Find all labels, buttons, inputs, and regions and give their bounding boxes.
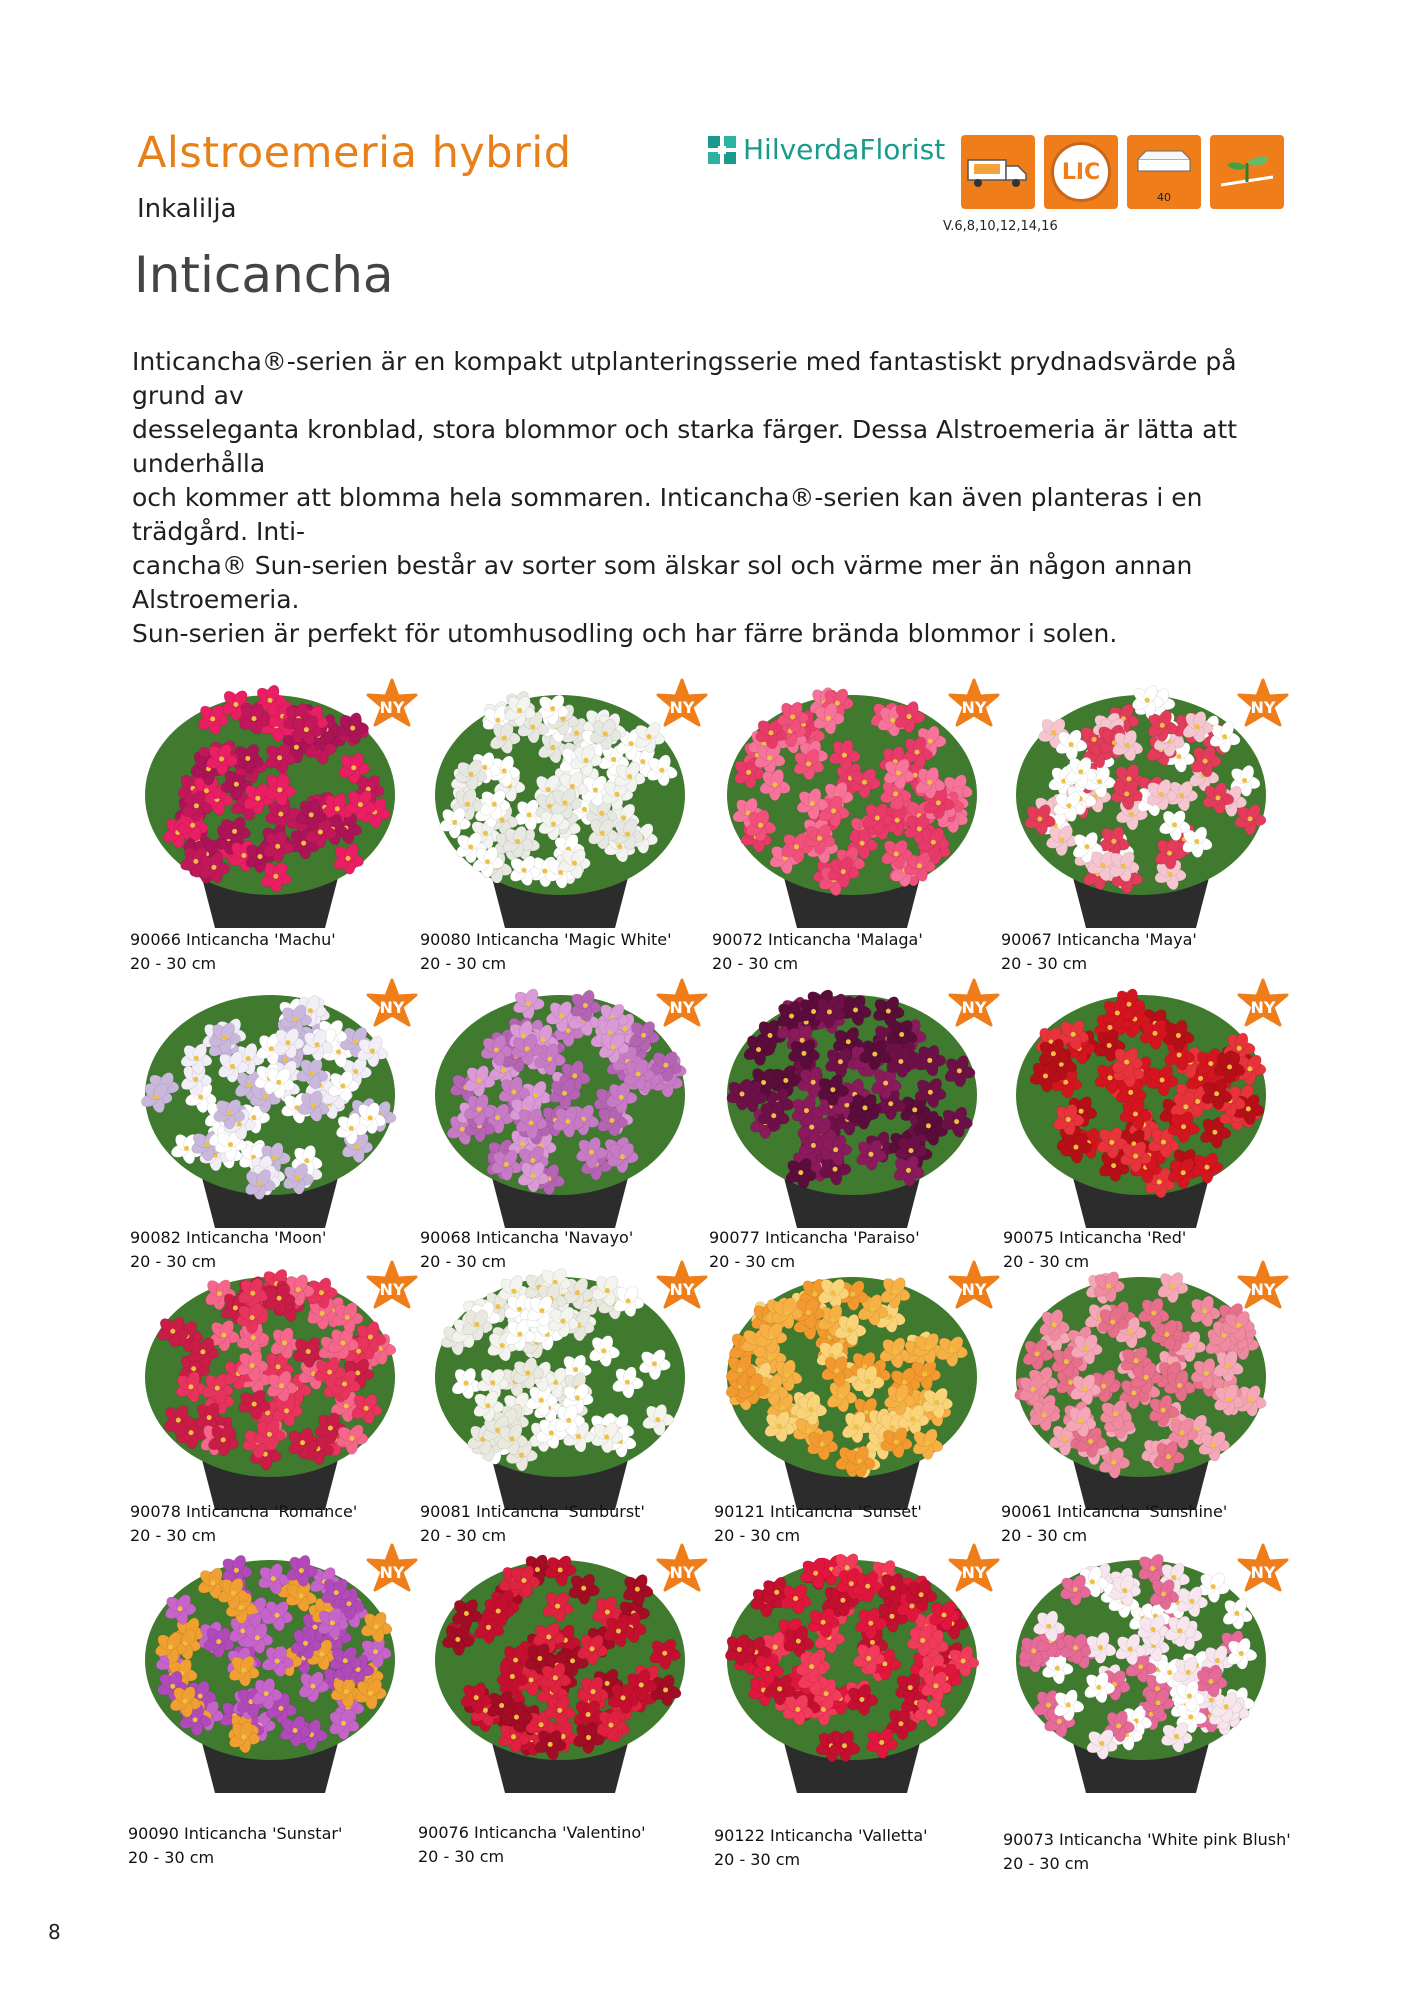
product-name: 90073 Inticancha 'White pink Blush' [1003,1830,1291,1849]
product-caption [714,1824,928,1872]
new-badge-label: NY [379,1280,405,1299]
product-name: 90082 Inticancha 'Moon' [130,1228,327,1247]
product-size: 20 - 30 cm [130,954,217,973]
product-caption [712,928,923,976]
product-name: 90067 Inticancha 'Maya' [1001,930,1197,949]
new-badge-label: NY [961,698,987,717]
product-caption [1003,1828,1291,1876]
bed-number: 40 [1157,191,1171,204]
common-name: Inkalilja [137,194,237,224]
product-name: 90066 Inticancha 'Machu' [130,930,336,949]
new-badge-icon [1235,1260,1291,1316]
product-caption [418,1821,646,1869]
brand-name: HilverdaFlorist [743,133,946,166]
new-badge-icon [1235,1543,1291,1599]
new-badge-icon [364,1543,420,1599]
new-badge-label: NY [1250,1563,1276,1582]
page-number: 8 [48,1920,61,1944]
product-name: 90075 Inticancha 'Red' [1003,1228,1187,1247]
product-size: 20 - 30 cm [1003,1252,1090,1271]
product-caption [128,1822,342,1870]
product-name: 90081 Inticancha 'Sunburst' [420,1502,645,1521]
product-size: 20 - 30 cm [420,1526,507,1545]
sprout-icon [1210,135,1284,209]
product-name: 90121 Inticancha 'Sunset' [714,1502,922,1521]
intro-line: Sun-serien är perfekt för utomhusodling och har färre brända blommor i solen. [132,619,1118,648]
new-badge-icon [654,1260,710,1316]
product-size: 20 - 30 cm [709,1252,796,1271]
truck-icon [961,135,1035,209]
product-size: 20 - 30 cm [1001,1526,1088,1545]
intro-line: och kommer att blomma hela sommaren. Inticancha®-serien kan även planteras i en trädgård. Inti- [132,483,1203,546]
new-badge-label: NY [669,698,695,717]
product-caption [420,928,672,976]
product-name: 90061 Inticancha 'Sunshine' [1001,1502,1228,1521]
series-title: Inticancha [134,246,394,304]
new-badge-icon [364,678,420,734]
product-size: 20 - 30 cm [128,1848,215,1867]
product-caption [130,928,336,976]
product-size: 20 - 30 cm [130,1252,217,1271]
new-badge-icon [946,1260,1002,1316]
new-badge-label: NY [961,1280,987,1299]
new-badge-icon [364,1260,420,1316]
product-size: 20 - 30 cm [712,954,799,973]
genus-title: Alstroemeria hybrid [137,128,572,178]
product-size: 20 - 30 cm [1001,954,1088,973]
new-badge-label: NY [1250,1280,1276,1299]
new-badge-icon [654,1543,710,1599]
product-size: 20 - 30 cm [420,954,507,973]
product-size: 20 - 30 cm [1003,1854,1090,1873]
product-name: 90068 Inticancha 'Navayo' [420,1228,634,1247]
product-size: 20 - 30 cm [714,1526,801,1545]
intro-line: cancha® Sun-serien består av sorter som älskar sol och värme mer än någon annan Alstroemeria. [132,551,1193,614]
lic-label: LIC [1051,142,1111,202]
intro-text [132,345,1282,651]
growing-bed-icon [1127,135,1201,209]
new-badge-icon [1235,978,1291,1034]
intro-line: Inticancha®-serien är en kompakt utplanteringsserie med fantastiskt prydnadsvärde på grund av [132,347,1237,410]
new-badge-label: NY [669,1563,695,1582]
intro-line: desseleganta kronblad, stora blommor och starka färger. Dessa Alstroemeria är lätta att underhålla [132,415,1238,478]
hilverda-logo-icon [707,135,737,165]
badge-row [961,135,1284,209]
product-size: 20 - 30 cm [714,1850,801,1869]
product-name: 90090 Inticancha 'Sunstar' [128,1824,343,1843]
product-size: 20 - 30 cm [418,1847,505,1866]
new-badge-label: NY [961,1563,987,1582]
new-badge-label: NY [669,1280,695,1299]
new-badge-icon [946,678,1002,734]
new-badge-label: NY [961,998,987,1017]
new-badge-icon [946,1543,1002,1599]
product-name: 90077 Inticancha 'Paraiso' [709,1228,920,1247]
new-badge-label: NY [379,698,405,717]
product-name: 90122 Inticancha 'Valletta' [714,1826,928,1845]
new-badge-icon [654,678,710,734]
new-badge-icon [946,978,1002,1034]
delivery-weeks: V.6,8,10,12,14,16 [943,219,1058,234]
product-name: 90078 Inticancha 'Romance' [130,1502,358,1521]
new-badge-label: NY [1250,698,1276,717]
product-name: 90076 Inticancha 'Valentino' [418,1823,646,1842]
new-badge-icon [364,978,420,1034]
product-size: 20 - 30 cm [130,1526,217,1545]
product-caption [1001,928,1197,976]
new-badge-label: NY [1250,998,1276,1017]
brand-logo [707,133,945,166]
new-badge-label: NY [669,998,695,1017]
new-badge-icon [1235,678,1291,734]
product-name: 90072 Inticancha 'Malaga' [712,930,923,949]
product-size: 20 - 30 cm [420,1252,507,1271]
new-badge-label: NY [379,998,405,1017]
lic-icon [1044,135,1118,209]
new-badge-icon [654,978,710,1034]
product-name: 90080 Inticancha 'Magic White' [420,930,672,949]
new-badge-label: NY [379,1563,405,1582]
